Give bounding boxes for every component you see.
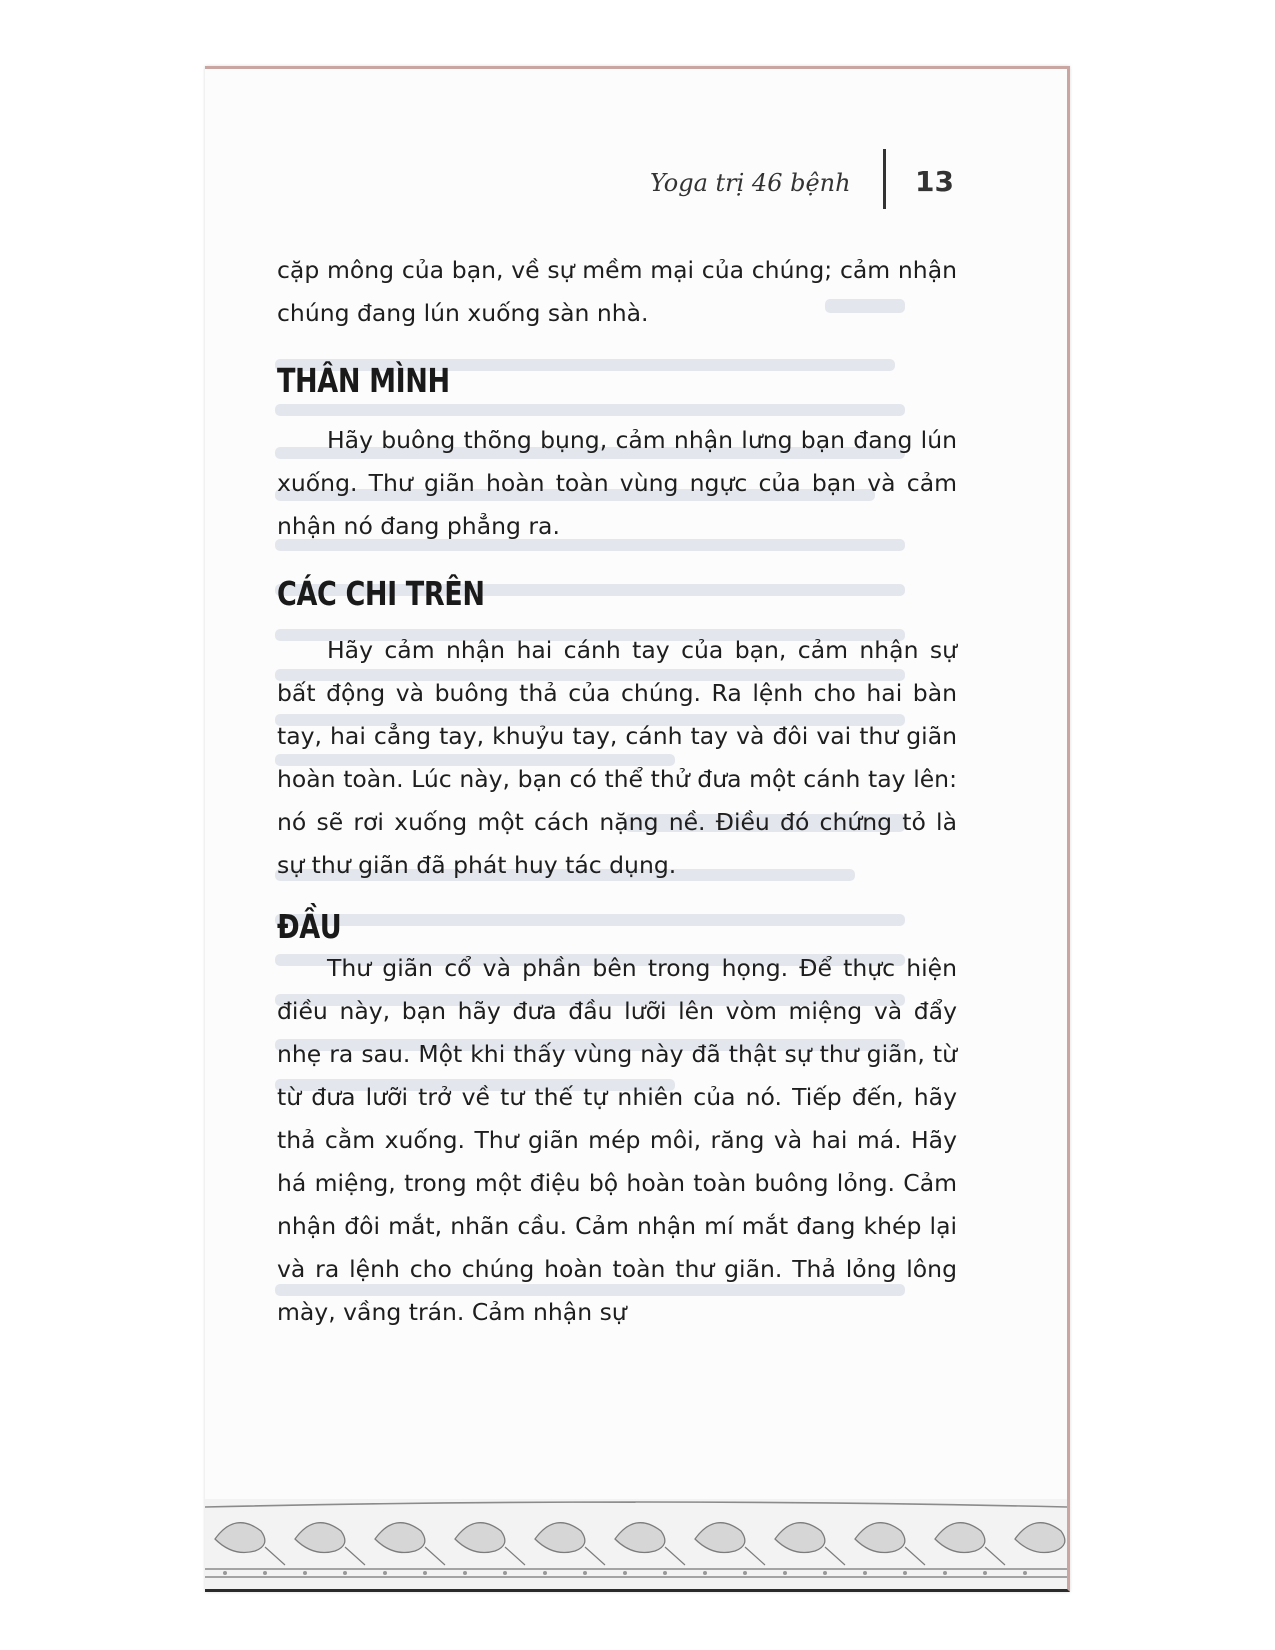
section-heading-than-minh: THÂN MÌNH — [277, 361, 450, 400]
book-page — [205, 66, 1070, 1592]
section-paragraph-than-minh: Hãy buông thõng bụng, cảm nhận lưng bạn đang lún xuống. Thư giãn hoàn toàn vùng ngực của bạn và cảm nhận nó đang phẳng ra. — [277, 426, 957, 540]
paisley-border-ornament — [205, 1499, 1067, 1589]
header-divider — [883, 149, 886, 209]
intro-paragraph: cặp mông của bạn, về sự mềm mại của chúng; cảm nhận chúng đang lún xuống sàn nhà. — [277, 256, 957, 327]
section-paragraph-dau: Thư giãn cổ và phần bên trong họng. Để thực hiện điều này, bạn hãy đưa đầu lưỡi lên vòm miệng và đẩy nhẹ ra sau. Một khi thấy vùng này đã thật sự thư giãn, từ từ đưa lưỡi trở về tư thế tự nhiên của nó. Tiếp đến, hãy thả cằm xuống. Thư giãn mép môi, răng và hai má. Hãy há miệng, trong một điệu bộ hoàn toàn buông lỏng. Cảm nhận đôi mắt, nhãn cầu. Cảm nhận mí mắt đang khép lại và ra lệnh cho chúng hoàn toàn thư giãn. Thả lỏng lông mày, vầng trán. Cảm nhận sự — [277, 954, 957, 1326]
section-heading-cac-chi-tren: CÁC CHI TRÊN — [277, 574, 485, 613]
section-heading-dau: ĐẦU — [277, 907, 342, 946]
running-header-title: Yoga trị 46 bệnh — [650, 169, 851, 197]
section-paragraph-cac-chi-tren: Hãy cảm nhận hai cánh tay của bạn, cảm nhận sự bất động và buông thả của chúng. Ra lệnh cho hai bàn tay, hai cẳng tay, khuỷu tay, cánh tay và đôi vai thư giãn hoàn toàn. Lúc này, bạn có thể thử đưa một cánh tay lên: nó sẽ rơi xuống một cách nặng nề. Điều đó chứng tỏ là sự thư giãn đã phát huy tác dụng. — [277, 636, 957, 879]
page-number: 13 — [915, 165, 954, 198]
